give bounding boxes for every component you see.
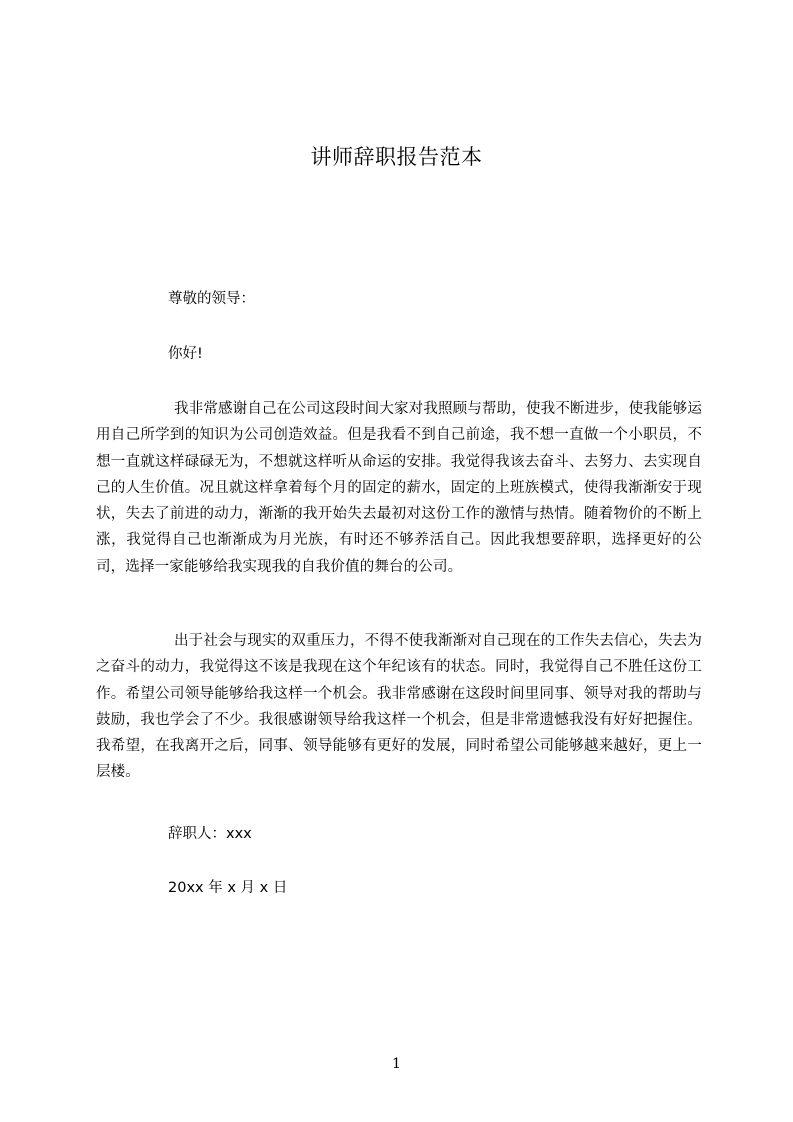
page-number: 1 — [392, 1056, 401, 1072]
body-paragraph-1: 我非常感谢自己在公司这段时间大家对我照顾与帮助，使我不断进步，使我能够运用自己所学到的知识为公司创造效益。但是我看不到自己前途，我不想一直做一个小职员，不想一直就这样碌碌无为，不想就这样听从命运的安排。我觉得我该去奋斗、去努力、去实现自己的人生价值。况且就这样拿着每个月的固定的薪水，固定的上班族模式，使得我渐渐安于现状，失去了前进的动力，渐渐的我开始失去最初对这份工作的激情与热情。随着物价的不断上涨，我觉得自己也渐渐成为月光族，有时还不够养活自己。因此我想要辞职，选择更好的公司，选择一家能够给我实现我的自我价值的舞台的公司。 — [96, 401, 702, 575]
date-line: 20xx 年 x 月 x 日 — [168, 880, 288, 896]
greeting: 你好! — [168, 346, 203, 362]
body-paragraph-2: 出于社会与现实的双重压力，不得不使我渐渐对自己现在的工作失去信心，失去为之奋斗的动力，我觉得这不该是我现在这个年纪该有的状态。同时，我觉得自己不胜任这份工作。希望公司领导能够给我这样一个机会。我非常感谢在这段时间里同事、领导对我的帮助与鼓励，我也学会了不少。我很感谢领导给我这样一个机会，但是非常遗憾我没有好好把握住。我希望，在我离开之后，同事、领导能够有更好的发展，同时希望公司能够越来越好，更上一层楼。 — [96, 633, 702, 781]
salutation: 尊敬的领导： — [168, 291, 255, 307]
page-title: 讲师辞职报告范本 — [310, 145, 483, 169]
signer-line: 辞职人：xxx — [168, 826, 252, 842]
